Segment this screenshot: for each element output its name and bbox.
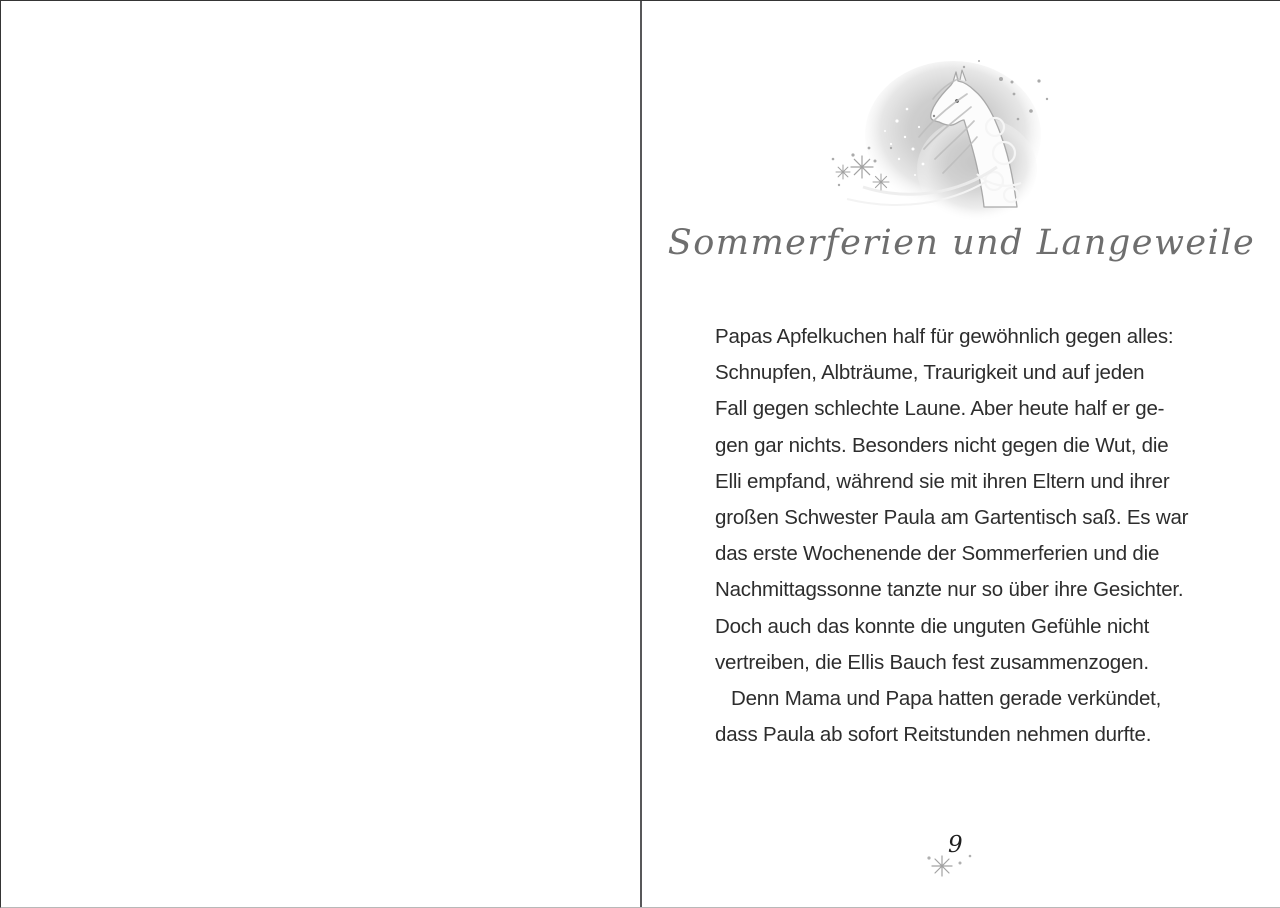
right-page xyxy=(642,1,1280,908)
text-line: Nachmittagssonne tanzte nur so über ihre Gesichter. xyxy=(715,578,1184,602)
text-line: großen Schwester Paula am Gartentisch saß. Es war xyxy=(715,505,1189,529)
text-line: Fall gegen schlechte Laune. Aber heute half er ge- xyxy=(715,397,1165,421)
text-line: Elli empfand, während sie mit ihren Eltern und ihrer xyxy=(715,469,1170,493)
page-number: 9 xyxy=(948,832,963,858)
text-line: Papas Apfelkuchen half für gewöhnlich gegen alles: xyxy=(715,325,1174,348)
page-footer xyxy=(923,832,987,882)
text-line: gen gar nichts. Besonders nicht gegen die Wut, die xyxy=(715,433,1169,457)
left-page-blank xyxy=(1,1,640,908)
text-line: Doch auch das konnte die unguten Gefühle nicht xyxy=(715,614,1150,638)
horse-illustration xyxy=(827,49,1091,225)
text-line: dass Paula ab sofort Reitstunden nehmen durfte. xyxy=(715,723,1152,747)
body-text xyxy=(715,319,1255,753)
text-line: das erste Wochenende der Sommerferien und die xyxy=(715,542,1160,566)
chapter-title: Sommerferien und Langeweile xyxy=(667,223,1256,263)
text-line: Schnupfen, Albträume, Traurigkeit und auf jeden xyxy=(715,361,1145,385)
text-line: vertreiben, die Ellis Bauch fest zusammenzogen. xyxy=(715,650,1149,674)
horse-nostril xyxy=(933,115,935,117)
text-line-paragraph-start: Denn Mama und Papa hatten gerade verkündet, xyxy=(731,686,1162,710)
